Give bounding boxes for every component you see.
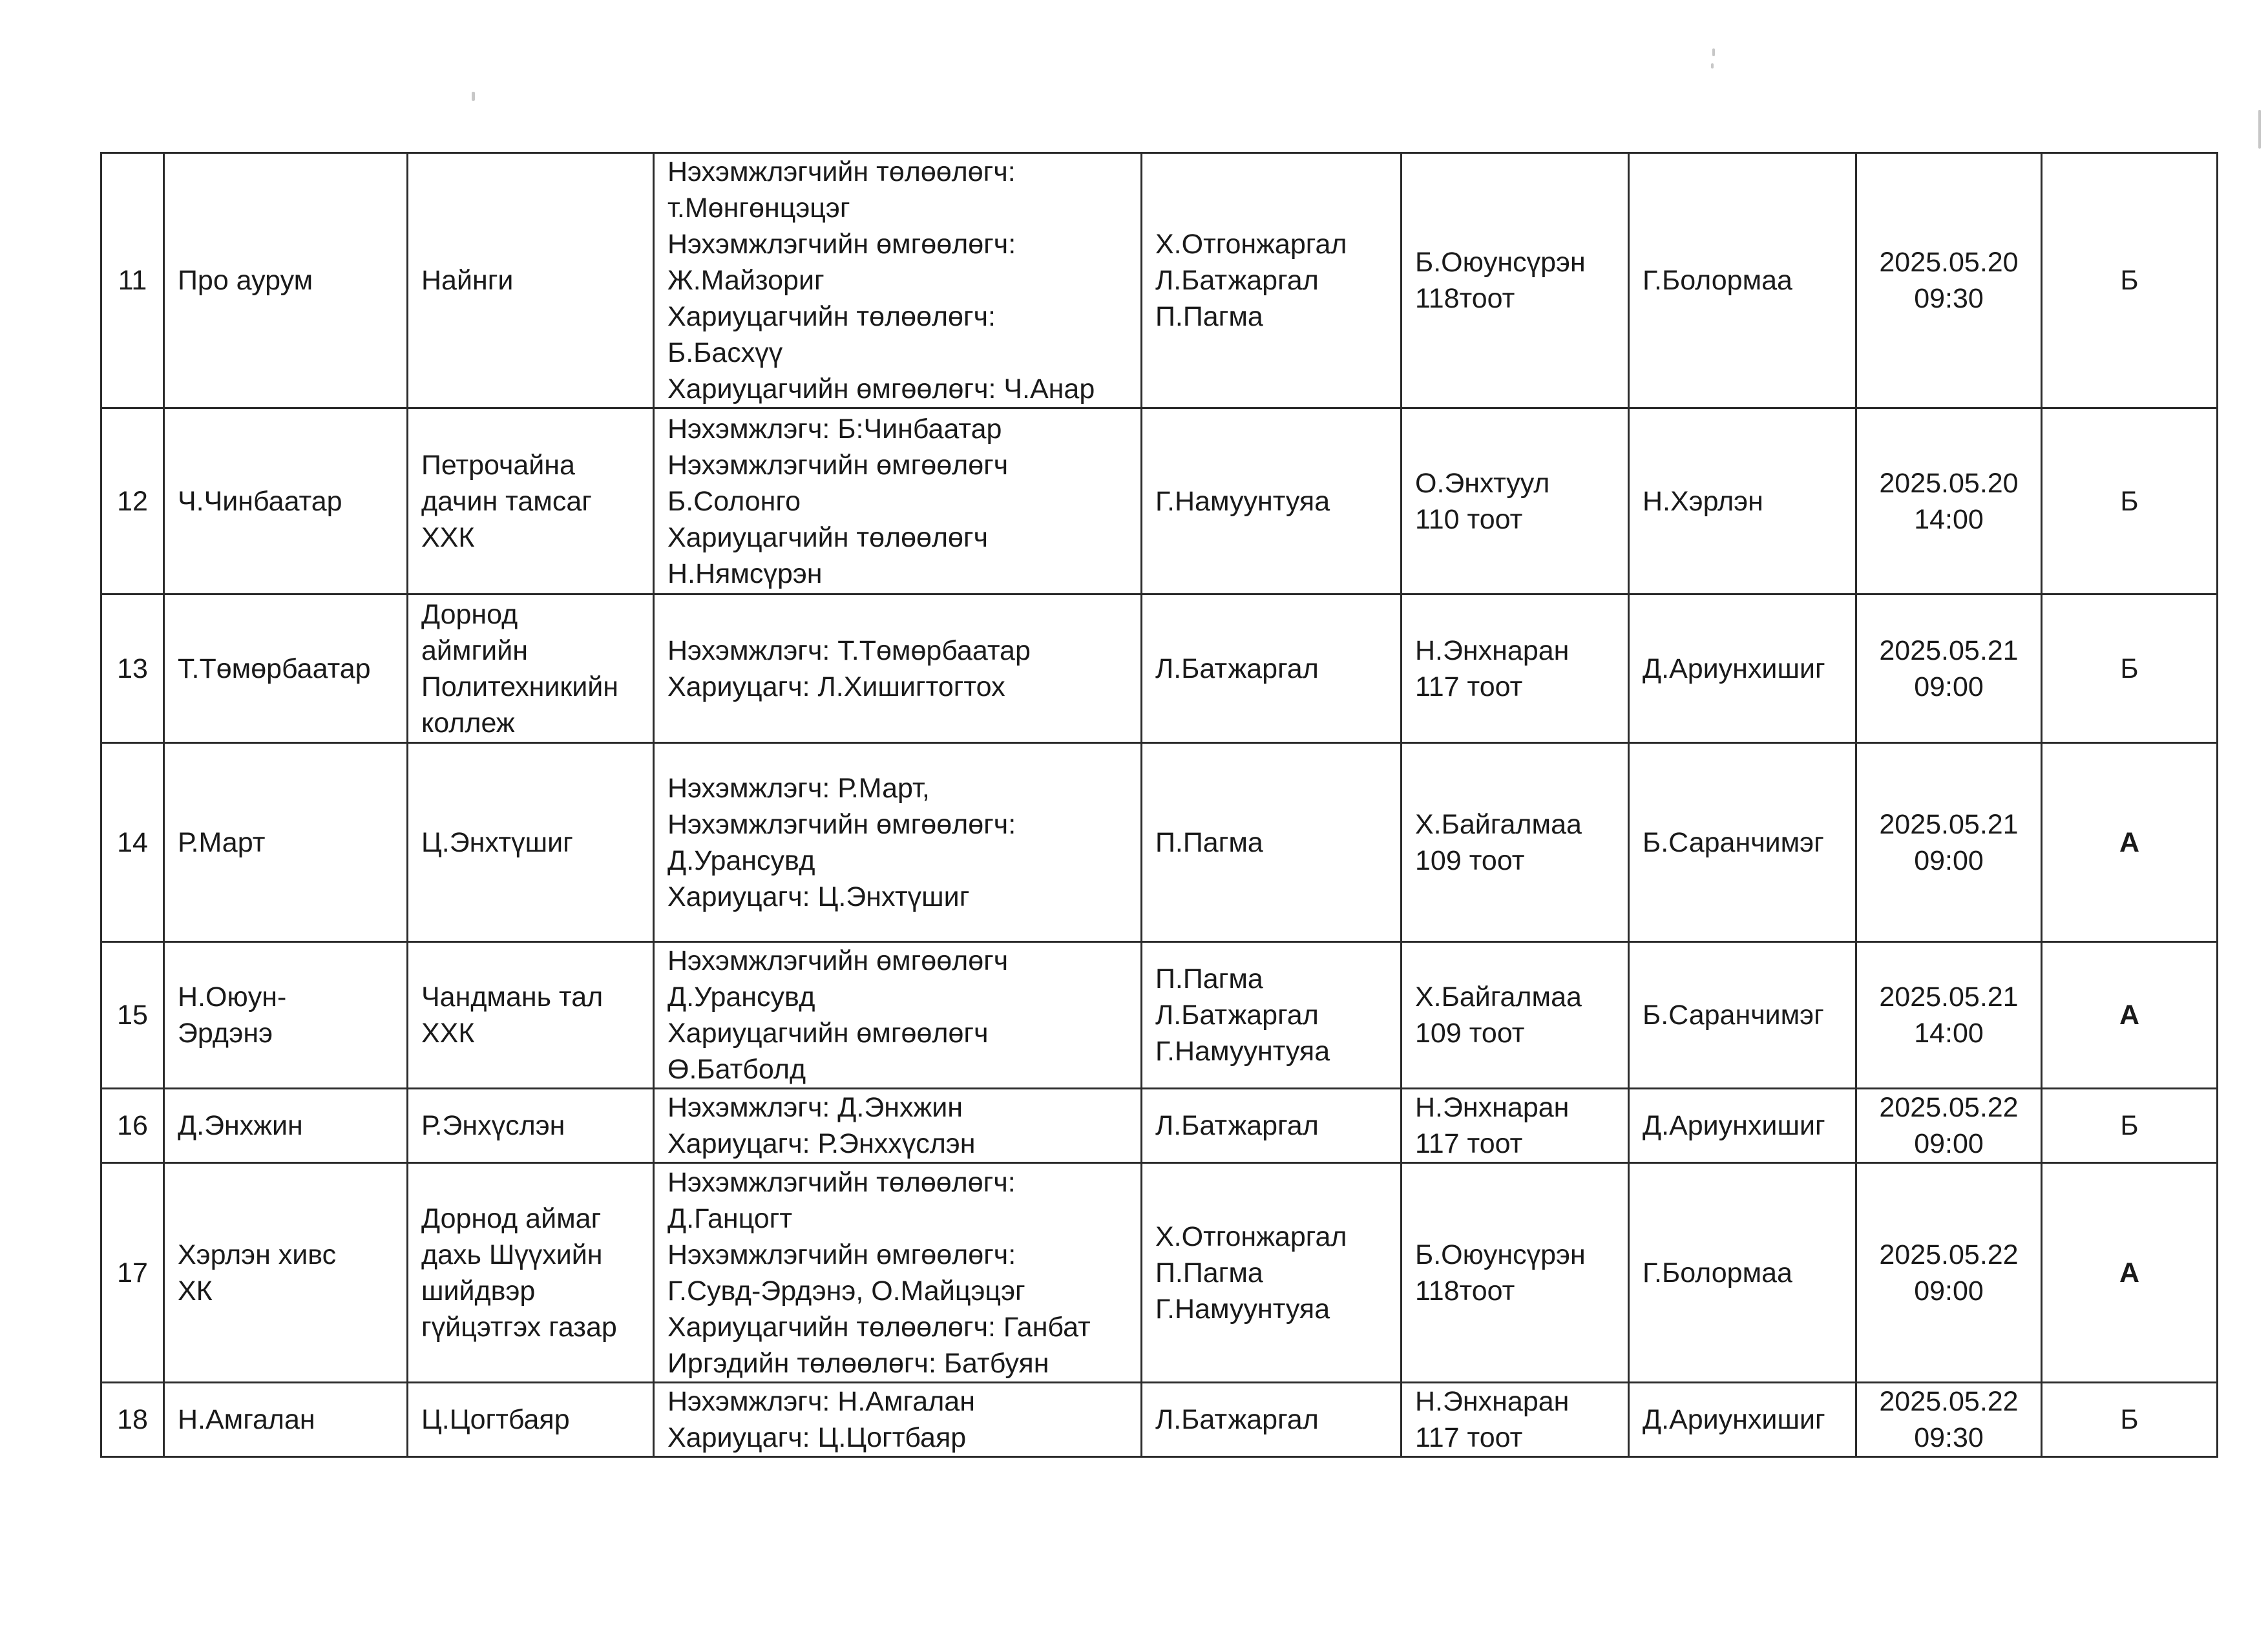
assistant-room-line: Н.Энхнаран (1415, 1092, 1570, 1123)
judges-line: Л.Батжаргал (1155, 1404, 1319, 1435)
table-row (101, 1383, 2218, 1457)
case-number-cell: 17 (101, 1163, 164, 1383)
participants-line: Д.Урансувд (667, 982, 815, 1013)
defendant-cell (408, 1383, 654, 1457)
participants-cell (654, 1089, 1142, 1163)
defendant-line: коллеж (421, 707, 515, 739)
secretary-cell (1629, 153, 1856, 408)
participants-line: Хариуцагчийн өмгөөлөгч: Ч.Анар (667, 373, 1095, 404)
scan-speck (472, 92, 475, 101)
participants-line: Хариуцагч: Ц.Цогтбаяр (667, 1422, 967, 1453)
judges-line: Г.Намуунтуяа (1155, 1036, 1330, 1067)
plaintiff-line: Хэрлэн хивс (178, 1239, 337, 1270)
assistant-room-line: Х.Байгалмаа (1415, 808, 1582, 840)
participants-line: Нэхэмжлэгч: Т.Төмөрбаатар (667, 635, 1031, 666)
participants-line: Ө.Батболд (667, 1054, 806, 1085)
hearing-datetime-line: 09:30 (1914, 1422, 1984, 1453)
defendant-line: дачин тамсаг (421, 485, 592, 517)
judges-line: Л.Батжаргал (1155, 1000, 1319, 1031)
defendant-cell (408, 1163, 654, 1383)
case-number-cell: 13 (101, 594, 164, 743)
secretary-cell (1629, 594, 1856, 743)
table-row (101, 942, 2218, 1089)
secretary-cell (1629, 1383, 1856, 1457)
defendant-cell (408, 1089, 654, 1163)
category-cell: А (2042, 1163, 2218, 1383)
participants-line: Хариуцагч: Ц.Энхтүшиг (667, 881, 970, 912)
judges-line: Г.Намуунтуяа (1155, 1293, 1330, 1325)
defendant-line: ХХК (421, 521, 475, 553)
table-row (101, 1163, 2218, 1383)
participants-line: Хариуцагчийн төлөөлөгч (667, 521, 989, 553)
plaintiff-line: Р.Март (178, 826, 266, 858)
defendant-cell (408, 153, 654, 408)
plaintiff-cell (164, 153, 408, 408)
judges-cell (1142, 942, 1402, 1089)
hearing-datetime-line: 09:00 (1914, 1128, 1984, 1159)
secretary-line: Г.Болормаа (1643, 1257, 1792, 1288)
assistant-room-cell (1402, 942, 1629, 1089)
participants-line: Б.Солонго (667, 485, 801, 517)
defendant-line: Дорнод (421, 598, 518, 630)
judges-cell (1142, 408, 1402, 594)
judges-line: Л.Батжаргал (1155, 265, 1319, 296)
judges-line: Г.Намуунтуяа (1155, 485, 1330, 517)
case-number-cell: 18 (101, 1383, 164, 1457)
case-number-cell: 14 (101, 743, 164, 942)
plaintiff-cell (164, 1089, 408, 1163)
judges-cell (1142, 1163, 1402, 1383)
category-cell: Б (2042, 408, 2218, 594)
hearing-datetime-cell (1856, 1163, 2042, 1383)
participants-cell (654, 1383, 1142, 1457)
assistant-room-cell (1402, 594, 1629, 743)
participants-line: Хариуцагч: Л.Хишигтогтох (667, 671, 1005, 702)
category-cell: А (2042, 743, 2218, 942)
judges-cell (1142, 1089, 1402, 1163)
plaintiff-line: Ч.Чинбаатар (178, 485, 342, 517)
participants-line: Нэхэмжлэгчийн төлөөлөгч: (667, 156, 1016, 187)
assistant-room-cell (1402, 153, 1629, 408)
case-number-cell: 16 (101, 1089, 164, 1163)
judges-line: Х.Отгонжаргал (1155, 229, 1347, 260)
secretary-line: Н.Хэрлэн (1643, 485, 1763, 517)
participants-line: Нэхэмжлэгчийн өмгөөлөгч (667, 945, 1009, 976)
hearing-datetime-cell (1856, 153, 2042, 408)
participants-line: Нэхэмжлэгч: Н.Амгалан (667, 1386, 975, 1417)
plaintiff-cell (164, 594, 408, 743)
judges-cell (1142, 594, 1402, 743)
hearing-datetime-cell (1856, 743, 2042, 942)
hearing-datetime-line: 2025.05.22 (1879, 1092, 2019, 1123)
participants-line: Хариуцагч: Р.Энххүслэн (667, 1128, 976, 1159)
judges-cell (1142, 743, 1402, 942)
secretary-cell (1629, 1163, 1856, 1383)
hearing-datetime-line: 2025.05.20 (1879, 467, 2019, 499)
participants-line: Хариуцагчийн өмгөөлөгч (667, 1018, 989, 1049)
hearing-datetime-cell (1856, 942, 2042, 1089)
assistant-room-line: 110 тоот (1415, 503, 1523, 535)
scan-speck (1712, 48, 1715, 56)
judges-line: Х.Отгонжаргал (1155, 1221, 1347, 1252)
plaintiff-line: Т.Төмөрбаатар (178, 653, 371, 684)
category-cell: Б (2042, 153, 2218, 408)
assistant-room-line: 109 тоот (1415, 1018, 1525, 1049)
plaintiff-cell (164, 1163, 408, 1383)
defendant-line: гүйцэтгэх газар (421, 1311, 617, 1343)
plaintiff-cell (164, 942, 408, 1089)
assistant-room-cell (1402, 1089, 1629, 1163)
defendant-line: Ц.Энхтүшиг (421, 826, 573, 858)
defendant-line: Политехникийн (421, 671, 619, 702)
plaintiff-cell (164, 408, 408, 594)
table-row (101, 153, 2218, 408)
participants-line: Хариуцагчийн төлөөлөгч: Ганбат (667, 1311, 1091, 1343)
defendant-cell (408, 594, 654, 743)
case-number-cell: 15 (101, 942, 164, 1089)
participants-line: Иргэдийн төлөөлөгч: Батбуян (667, 1347, 1049, 1379)
defendant-line: шийдвэр (421, 1275, 536, 1307)
judges-line: П.Пагма (1155, 963, 1263, 994)
defendant-line: Дорнод аймаг (421, 1203, 602, 1234)
assistant-room-line: О.Энхтуул (1415, 467, 1550, 499)
participants-line: Н.Нямсүрэн (667, 558, 823, 589)
judges-cell (1142, 153, 1402, 408)
category-cell: А (2042, 942, 2218, 1089)
assistant-room-line: Б.Оюунсүрэн (1415, 247, 1586, 278)
assistant-room-line: 118тоот (1415, 1275, 1515, 1307)
participants-cell (654, 743, 1142, 942)
participants-line: Нэхэмжлэгчийн өмгөөлөгч: (667, 1239, 1016, 1270)
secretary-cell (1629, 942, 1856, 1089)
participants-cell (654, 153, 1142, 408)
assistant-room-cell (1402, 408, 1629, 594)
participants-line: Д.Урансувд (667, 845, 815, 876)
defendant-line: Найнги (421, 265, 514, 296)
case-number-cell: 11 (101, 153, 164, 408)
table-row (101, 1089, 2218, 1163)
category-cell: Б (2042, 1089, 2218, 1163)
judges-cell (1142, 1383, 1402, 1457)
hearing-datetime-line: 2025.05.22 (1879, 1239, 2019, 1270)
secretary-line: Г.Болормаа (1643, 265, 1792, 296)
hearing-datetime-line: 09:00 (1914, 671, 1984, 702)
assistant-room-line: Н.Энхнаран (1415, 635, 1570, 666)
participants-line: Нэхэмжлэгчийн өмгөөлөгч: (667, 229, 1016, 260)
defendant-line: аймгийн (421, 635, 528, 666)
plaintiff-line: Про аурум (178, 265, 313, 296)
hearing-datetime-line: 09:00 (1914, 845, 1984, 876)
assistant-room-cell (1402, 1383, 1629, 1457)
scan-speck (1711, 63, 1714, 68)
plaintiff-line: ХК (178, 1275, 213, 1307)
defendant-cell (408, 743, 654, 942)
plaintiff-cell (164, 1383, 408, 1457)
defendant-cell (408, 408, 654, 594)
secretary-cell (1629, 743, 1856, 942)
assistant-room-line: 118тоот (1415, 283, 1515, 314)
hearing-datetime-line: 09:30 (1914, 283, 1984, 314)
participants-line: Ж.Майзориг (667, 265, 824, 296)
plaintiff-line: Эрдэнэ (178, 1018, 273, 1049)
hearing-datetime-line: 2025.05.20 (1879, 247, 2019, 278)
judges-line: П.Пагма (1155, 301, 1263, 332)
schedule-body (101, 153, 2218, 1457)
plaintiff-line: Д.Энхжин (178, 1110, 303, 1141)
assistant-room-line: 117 тоот (1415, 1128, 1523, 1159)
hearing-datetime-cell (1856, 1383, 2042, 1457)
judges-line: П.Пагма (1155, 1257, 1263, 1288)
secretary-line: Д.Ариунхишиг (1643, 653, 1825, 684)
hearing-datetime-cell (1856, 1089, 2042, 1163)
participants-line: Нэхэмжлэгч: Д.Энхжин (667, 1092, 963, 1123)
assistant-room-line: 117 тоот (1415, 1422, 1523, 1453)
category-cell: Б (2042, 594, 2218, 743)
plaintiff-line: Н.Оюун- (178, 982, 287, 1013)
participants-line: Нэхэмжлэгч: Б:Чинбаатар (667, 413, 1002, 445)
hearing-datetime-line: 2025.05.22 (1879, 1386, 2019, 1417)
participants-line: Нэхэмжлэгчийн өмгөөлөгч: (667, 808, 1016, 840)
secretary-cell (1629, 1089, 1856, 1163)
table-row (101, 594, 2218, 743)
participants-cell (654, 408, 1142, 594)
category-cell: Б (2042, 1383, 2218, 1457)
hearing-datetime-cell (1856, 408, 2042, 594)
table-row (101, 743, 2218, 942)
assistant-room-line: Н.Энхнаран (1415, 1386, 1570, 1417)
defendant-line: Ц.Цогтбаяр (421, 1404, 570, 1435)
hearing-datetime-line: 14:00 (1914, 1018, 1984, 1049)
participants-line: Нэхэмжлэгчийн өмгөөлөгч (667, 449, 1009, 481)
hearing-datetime-line: 2025.05.21 (1879, 635, 2019, 666)
hearing-datetime-cell (1856, 594, 2042, 743)
case-number-cell: 12 (101, 408, 164, 594)
secretary-line: Б.Саранчимэг (1643, 1000, 1824, 1031)
judges-line: Л.Батжаргал (1155, 653, 1319, 684)
participants-cell (654, 594, 1142, 743)
defendant-line: ХХК (421, 1018, 475, 1049)
judges-line: Л.Батжаргал (1155, 1110, 1319, 1141)
hearing-datetime-line: 14:00 (1914, 503, 1984, 535)
participants-line: Б.Басхүү (667, 337, 783, 368)
defendant-line: Р.Энхүслэн (421, 1110, 565, 1141)
participants-line: Нэхэмжлэгчийн төлөөлөгч: (667, 1166, 1016, 1198)
assistant-room-line: Б.Оюунсүрэн (1415, 1239, 1586, 1270)
hearing-datetime-line: 2025.05.21 (1879, 982, 2019, 1013)
participants-line: Г.Сувд-Эрдэнэ, О.Майцэцэг (667, 1275, 1025, 1307)
table-row (101, 408, 2218, 594)
defendant-line: Петрочайна (421, 449, 575, 481)
hearing-datetime-line: 2025.05.21 (1879, 808, 2019, 840)
judges-line: П.Пагма (1155, 826, 1263, 858)
plaintiff-line: Н.Амгалан (178, 1404, 315, 1435)
assistant-room-cell (1402, 1163, 1629, 1383)
defendant-cell (408, 942, 654, 1089)
secretary-line: Д.Ариунхишиг (1643, 1404, 1825, 1435)
participants-line: Д.Ганцогт (667, 1203, 793, 1234)
defendant-line: дахь Шүүхийн (421, 1239, 603, 1270)
assistant-room-line: Х.Байгалмаа (1415, 982, 1582, 1013)
participants-line: Хариуцагчийн төлөөлөгч: (667, 301, 996, 332)
plaintiff-cell (164, 743, 408, 942)
participants-cell (654, 1163, 1142, 1383)
scan-speck (2258, 110, 2261, 149)
assistant-room-line: 117 тоот (1415, 671, 1523, 702)
secretary-line: Д.Ариунхишиг (1643, 1110, 1825, 1141)
secretary-cell (1629, 408, 1856, 594)
assistant-room-cell (1402, 743, 1629, 942)
participants-cell (654, 942, 1142, 1089)
assistant-room-line: 109 тоот (1415, 845, 1525, 876)
hearing-schedule-table (100, 152, 2218, 1458)
hearing-datetime-line: 09:00 (1914, 1275, 1984, 1307)
defendant-line: Чандмань тал (421, 982, 604, 1013)
participants-line: Нэхэмжлэгч: Р.Март, (667, 772, 930, 804)
secretary-line: Б.Саранчимэг (1643, 826, 1824, 858)
participants-line: т.Мөнгөнцэцэг (667, 193, 850, 224)
